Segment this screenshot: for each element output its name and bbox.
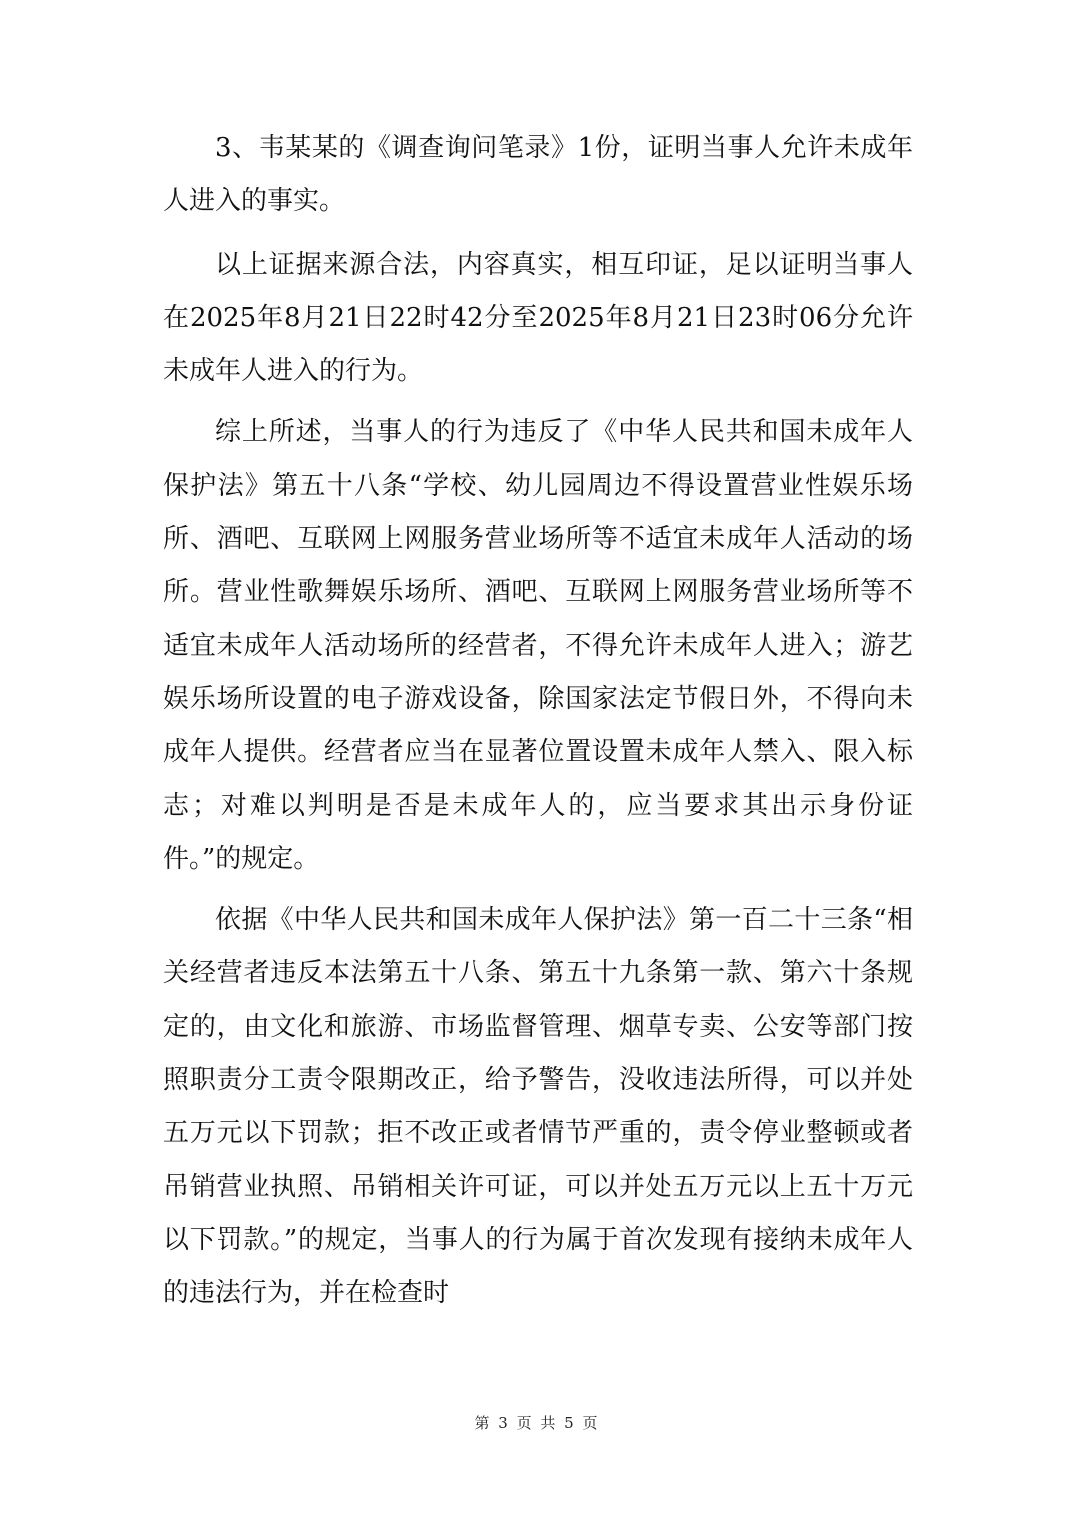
paragraph-evidence-3: 3、韦某某的《调查询问笔录》1份，证明当事人允许未成年人进入的事实。: [163, 133, 913, 217]
paragraph-violation: 综上所述，当事人的行为违反了《中华人民共和国未成年人保护法》第五十八条“学校、幼儿园周边不得设置营业性娱乐场所、酒吧、互联网上网服务营业场所等不适宜未成年人活动的场所。营业性歌舞娱乐场所、酒吧、互联网上网服务营业场所等不适宜未成年人活动场所的经营者，不得允许未成年人进入；游艺娱乐场所设置的电子游戏设备，除国家法定节假日外，不得向未成年人提供。经营者应当在显著位置设置未成年人禁入、限入标志；对难以判明是否是未成年人的，应当要求其出示身份证件。”的规定。: [163, 417, 913, 874]
paragraph-legal-basis: 依据《中华人民共和国未成年人保护法》第一百二十三条“相关经营者违反本法第五十八条、第五十九条第一款、第六十条规定的，由文化和旅游、市场监督管理、烟草专卖、公安等部门按照职责分工责令限期改正，给予警告，没收违法所得，可以并处五万元以下罚款；拒不改正或者情节严重的，责令停业整顿或者吊销营业执照、吊销相关许可证，可以并处五万元以上五十万元以下罚款。”的规定，当事人的行为属于首次发现有接纳未成年人的违法行为，并在检查时: [163, 905, 913, 1309]
page-number-footer: 第 3 页 共 5 页: [474, 1414, 600, 1432]
document-body: [163, 122, 913, 1333]
paragraph-evidence-summary: 以上证据来源合法，内容真实，相互印证，足以证明当事人在2025年8月21日22时42分至2025年8月21日23时06分允许未成年人进入的行为。: [163, 249, 913, 387]
